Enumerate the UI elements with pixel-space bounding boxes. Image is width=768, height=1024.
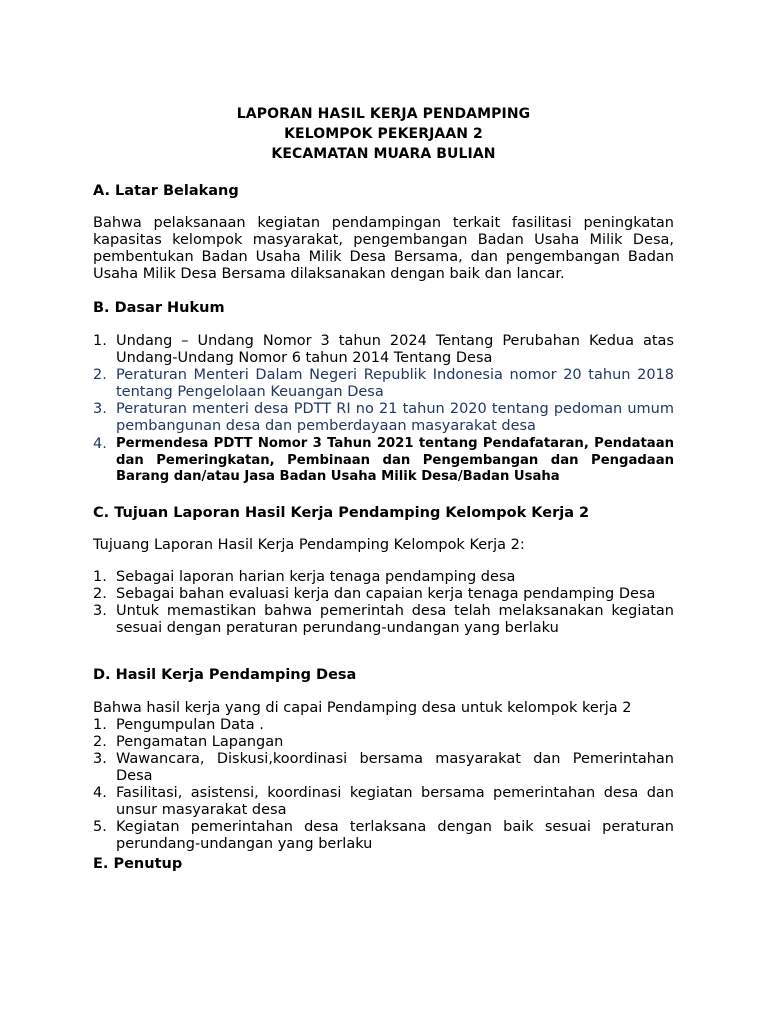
title-line-3: KECAMATAN MUARA BULIAN <box>271 146 496 162</box>
list-item: 4. Permendesa PDTT Nomor 3 Tahun 2021 tentang Pendafataran, Pendataan dan Pemeringkatan, Pembinaan dan Pengembangan dan Pengadaan Barang dan/atau Jasa Badan Usaha Milik Desa/Badan Usaha <box>93 436 674 484</box>
section-d-intro: Bahwa hasil kerja yang di capai Pendamping desa untuk kelompok kerja 2 <box>93 699 632 716</box>
section-b-heading: B. Dasar Hukum <box>93 300 225 316</box>
list-item: 3. Peraturan menteri desa PDTT RI no 21 tahun 2020 tentang pedoman umum pembangunan desa dan pemberdayaan masyarakat desa <box>93 401 674 434</box>
title-line-1: LAPORAN HASIL KERJA PENDAMPING <box>236 106 531 122</box>
list-item: 3. Wawancara, Diskusi,koordinasi bersama masyarakat dan Pemerintahan Desa <box>93 750 674 784</box>
section-c-intro: Tujuang Laporan Hasil Kerja Pendamping Kelompok Kerja 2: <box>93 536 525 553</box>
title-line-2: KELOMPOK PEKERJAAN 2 <box>284 126 483 142</box>
list-item: 3. Untuk memastikan bahwa pemerintah desa telah melaksanakan kegiatan sesuai dengan peraturan perundang-undangan yang berlaku <box>93 602 674 636</box>
section-c-heading: C. Tujuan Laporan Hasil Kerja Pendamping Kelompok Kerja 2 <box>93 504 590 521</box>
section-a-body: Bahwa pelaksanaan kegiatan pendampingan terkait fasilitasi peningkatan kapasitas kelompok masyarakat, pengembangan Badan Usaha Milik Desa, pembentukan Badan Usaha Milik Desa Bersama, dan pengembangan Badan Usaha Milik Desa Bersama dilaksanakan dengan baik dan lancar. <box>93 215 674 282</box>
legal-basis-list <box>93 333 674 486</box>
results-list <box>93 717 674 853</box>
section-d-heading: D. Hasil Kerja Pendamping Desa <box>93 666 357 683</box>
list-item: 1. Sebagai laporan harian kerja tenaga pendamping desa <box>93 568 516 585</box>
document-title <box>93 104 674 164</box>
list-item: 2. Sebagai bahan evaluasi kerja dan capaian kerja tenaga pendamping Desa <box>93 585 656 602</box>
list-item: 1. Undang – Undang Nomor 3 tahun 2024 Tentang Perubahan Kedua atas Undang-Undang Nomor 6 tahun 2014 Tentang Desa <box>93 333 674 366</box>
purpose-list <box>93 569 674 637</box>
section-a-heading: A. Latar Belakang <box>93 183 239 199</box>
list-item: 4. Fasilitasi, asistensi, koordinasi kegiatan bersama pemerintahan desa dan unsur masyarakat desa <box>93 784 674 818</box>
document-page <box>93 104 674 873</box>
list-item: 2. Pengamatan Lapangan <box>93 733 284 750</box>
section-e-heading: E. Penutup <box>93 855 183 872</box>
list-item: 5. Kegiatan pemerintahan desa terlaksana dengan baik sesuai peraturan perundang-undangan yang berlaku <box>93 818 674 852</box>
list-item: 1. Pengumpulan Data . <box>93 716 264 733</box>
list-item: 2. Peraturan Menteri Dalam Negeri Republik Indonesia nomor 20 tahun 2018 tentang Pengelolaan Keuangan Desa <box>93 367 674 400</box>
